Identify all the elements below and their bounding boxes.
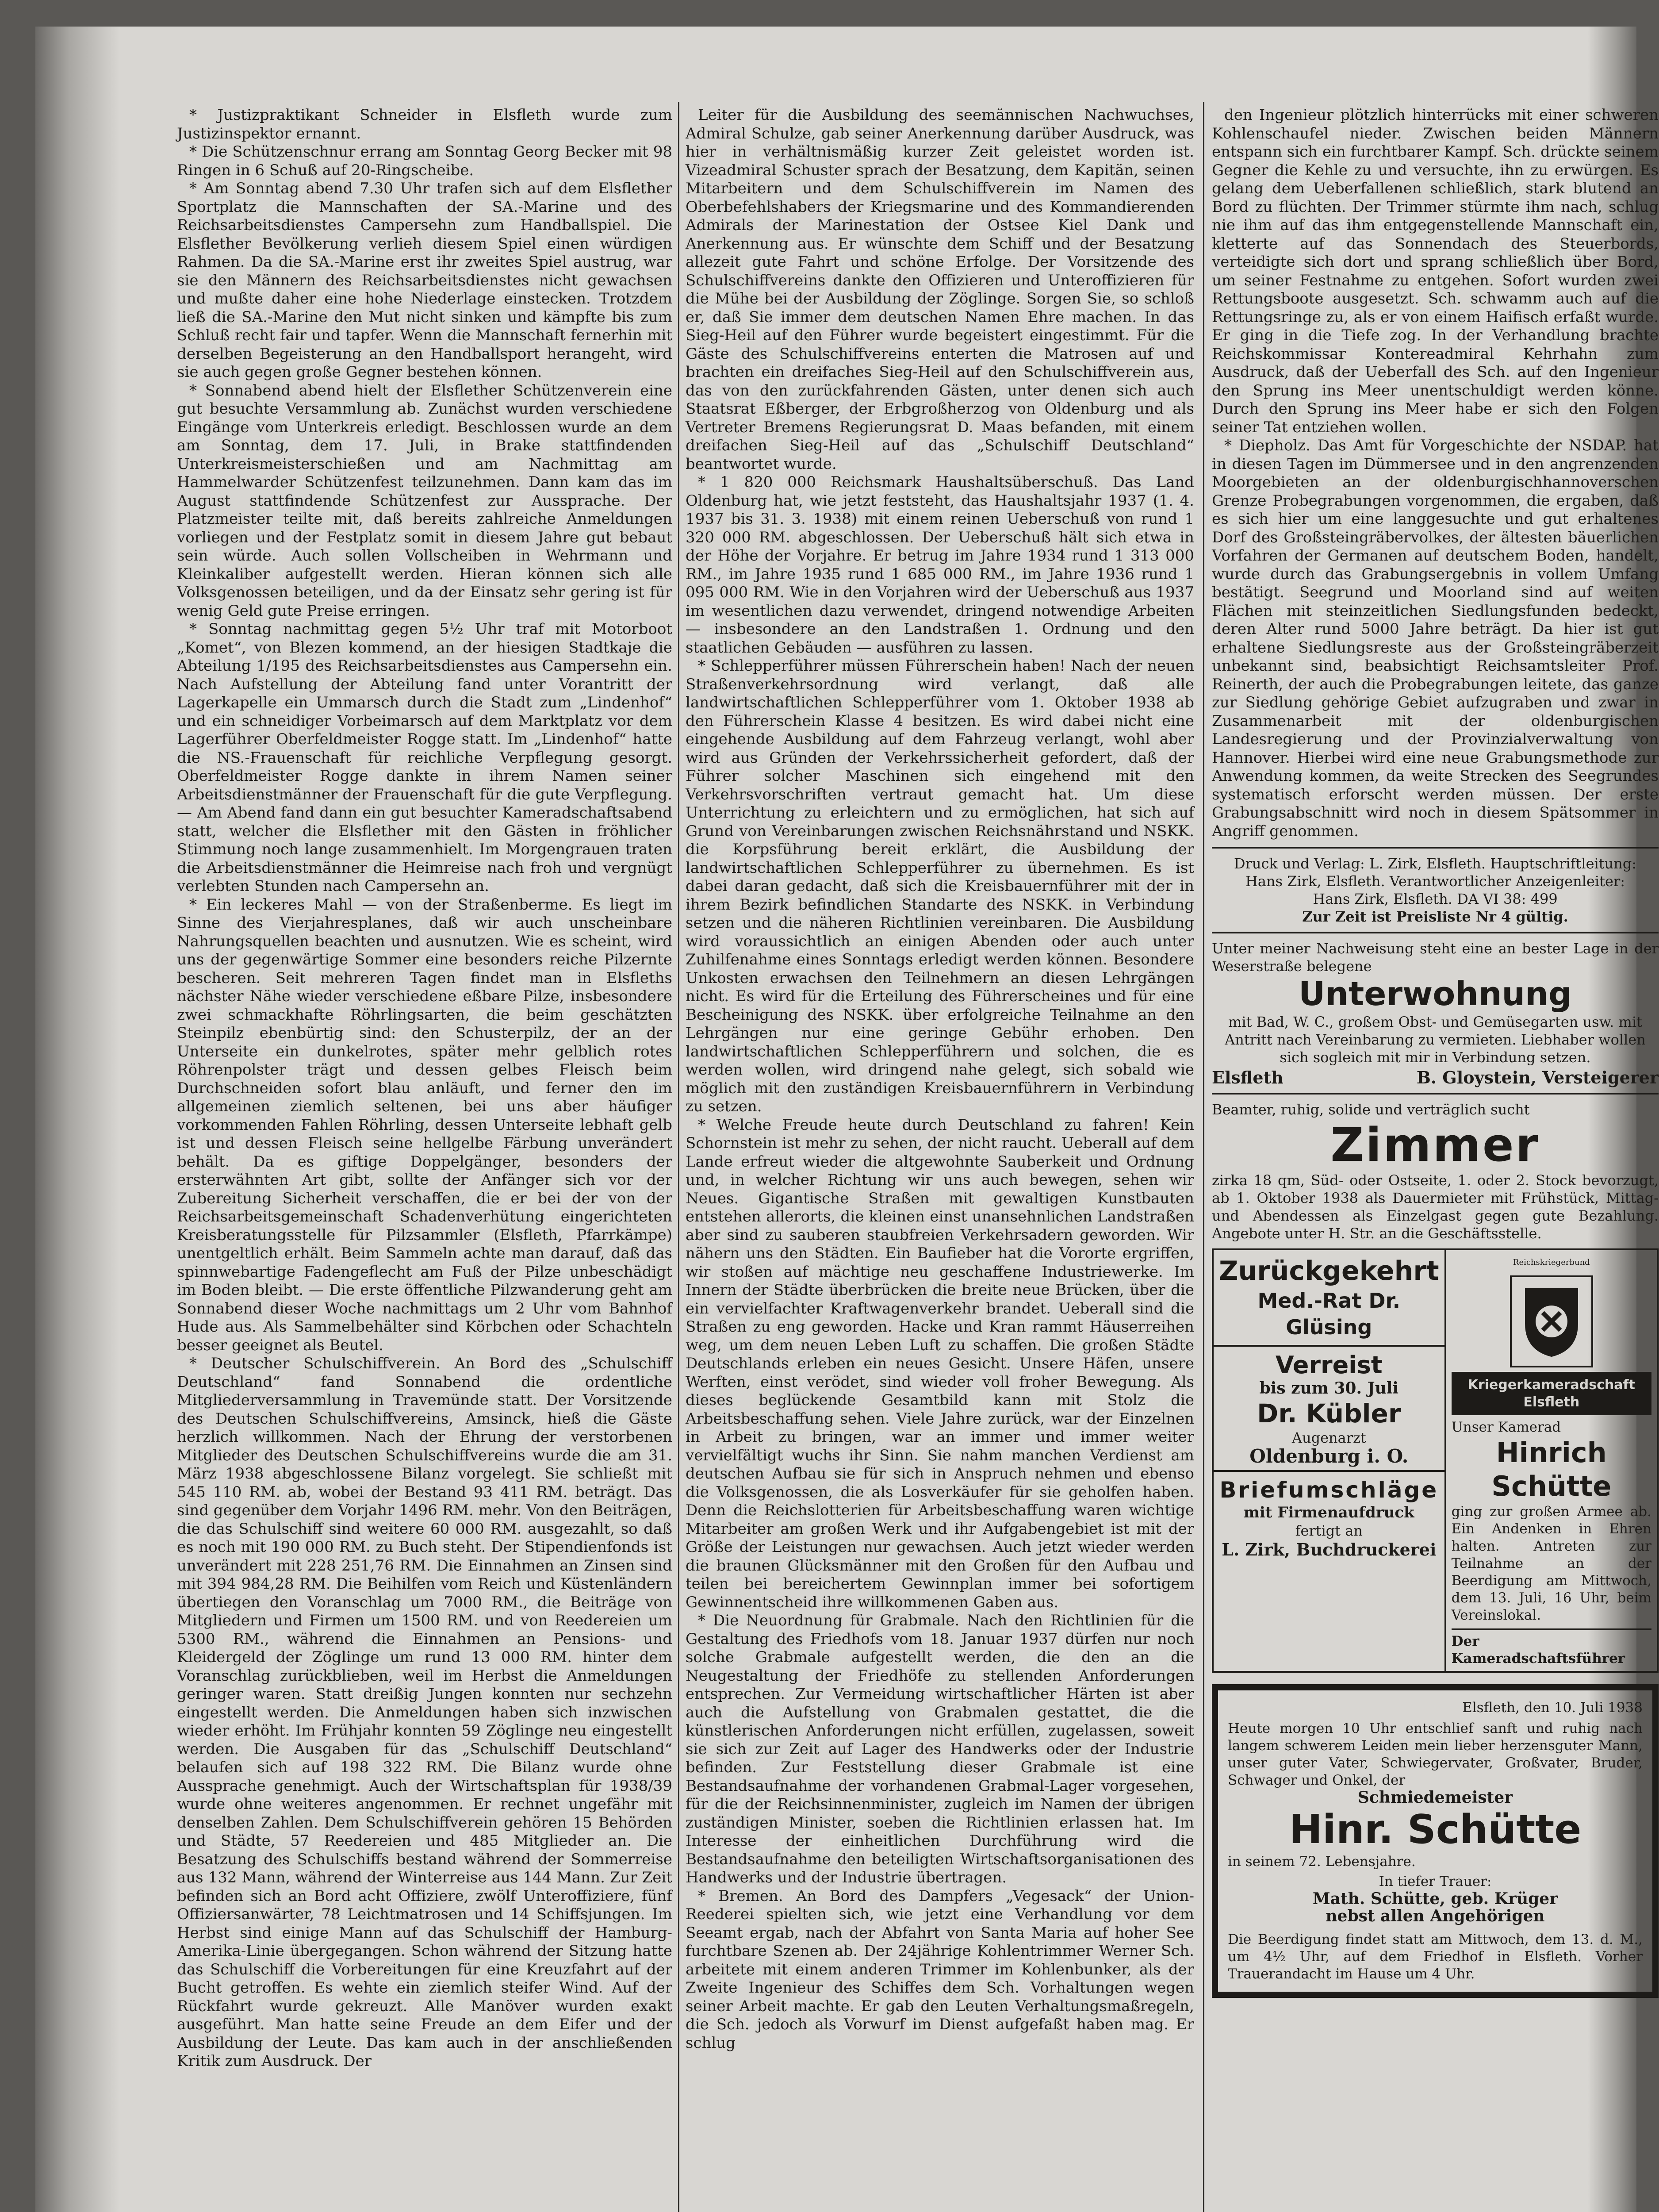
death-family: nebst allen Angehörigen bbox=[1326, 1907, 1545, 1925]
ad-headline: Zimmer bbox=[1330, 1118, 1540, 1172]
ad-headline: Zurückgekehrt bbox=[1219, 1256, 1439, 1286]
ad-name: Med.-Rat Dr. Glüsing bbox=[1257, 1289, 1401, 1339]
ad-until: bis zum 30. Juli bbox=[1259, 1379, 1399, 1398]
imprint-line: Druck und Verlag: L. Zirk, Elsfleth. Hauptschriftleitung: bbox=[1234, 855, 1637, 872]
death-family: Math. Schütte, geb. Krüger bbox=[1312, 1889, 1558, 1908]
newspaper-page bbox=[35, 27, 1659, 2212]
ad-place: Elsfleth bbox=[1212, 1068, 1284, 1087]
article-paragraph: Leiter für die Ausbildung des seemännischen Nachwuchses, Admiral Schulze, gab seiner Anerkennung darüber Ausdruck, was hier in verhältnismäßig kurzer Zeit geleistet worden ist. Vizeadmiral Schuster sprach der Besatzung, dem Kapitän, seinen Mitarbeitern und dem Schulschiffverein im Namen des Oberbefehlshabers der Kriegsmarine und des Kommandierenden Admirals der Marinestation der Ostsee Kiel Dank und Anerkennung aus. Er wünschte dem Schiff und der Besatzung allezeit gute Fahrt und schöne Erfolge. Der Vorsitzende des Schulschiffvereins dankte den Offizieren und Unteroffizieren für die Mühe bei der Ausbildung der Zöglinge. Sorgen Sie, so schloß er, daß Sie immer dem deutschen Namen Ehre machen. In das Sieg-Heil auf den Führer wurde begeistert eingestimmt. Für die Gäste des Schulschiffvereins enterten die Matrosen auf und brachten ein dreifaches Sieg-Heil auf den Schulschiffverein aus, das von den zurückfahrenden Gästen, unter denen sich auch Staatsrat Eßberger, der Erbgroßherzog von Oldenburg und als Vertreter Bremens Regierungsrat D. Maas befanden, mit einem dreifachen Sieg-Heil auf das „Schulschiff Deutschland“ beantwortet wurde. bbox=[686, 106, 1194, 473]
column-1 bbox=[177, 106, 672, 2071]
ad-headline: Briefumschläge bbox=[1219, 1477, 1439, 1503]
death-age: in seinem 72. Lebensjahre. bbox=[1228, 1854, 1416, 1870]
column-3 bbox=[1212, 106, 1659, 1998]
divider bbox=[1212, 1093, 1659, 1094]
ad-details: mit Bad, W. C., großem Obst- und Gemüsegarten usw. mit Antritt nach Vereinbarung zu vermieten. Liebhaber wollen sich sogleich mit mir in Verbindung setzen. bbox=[1225, 1014, 1646, 1066]
ad-unterwohnung bbox=[1212, 940, 1659, 1087]
article-paragraph: * Am Sonntag abend 7.30 Uhr trafen sich auf dem Elsflether Sportplatz die Mannschaften der SA.-Marine und des Reichsarbeitsdienstes Campersehn zum Handballspiel. Die Elsflether Bevölkerung verlieh diesem Spiel einen würdigen Rahmen. Da die SA.-Marine erst ihr zweites Spiel austrug, war sie den Männern des Reichsarbeitsdienstes nicht gewachsen und mußte daher eine hohe Niederlage einstecken. Trotzdem ließ die SA.-Marine den Mut nicht sinken und kämpfte bis zum Schluß recht fair und tapfer. Wenn die Mannschaft fernerhin mit derselben Begeisterung an den Handballsport herangeht, wird sie auch gegen große Gegner bestehen können. bbox=[177, 180, 672, 381]
imprint bbox=[1212, 855, 1659, 926]
article-paragraph: * Die Neuordnung für Grabmale. Nach den Richtlinien für die Gestaltung des Friedhofs vom 18. Januar 1937 dürfen nur noch solche Grabmale aufgestellt werden, die den an die Neugestaltung der Friedhöfe zu stellenden Anforderungen entsprechen. Zur Vermeidung wirtschaftlicher Härten ist aber auch die Aufstellung von Grabmalen gestattet, die die künstlerischen Anforderungen nicht erfüllen, zugelassen, soweit sie sich zur Zeit auf Lager des Handwerks oder der Industrie befinden. Zur Feststellung dieser Grabmale ist eine Bestandsaufnahme der vorhandenen Grabmal-Lager vorgesehen, für die der Reichsinnenminister, zugleich im Namen der übrigen zuständigen Minister, soeben die Richtlinien erlassen hat. Im Interesse der einheitlichen Durchführung wird die Bestandsaufnahme den beteiligten Wirtschaftsorganisationen des Handwerks und der Industrie übertragen. bbox=[686, 1612, 1194, 1886]
ad-agent: B. Gloystein, Versteigerer bbox=[1416, 1068, 1659, 1087]
article-paragraph: * 1 820 000 Reichsmark Haushaltsüberschuß. Das Land Oldenburg hat, wie jetzt feststeht, das Haushaltsjahr 1937 (1. 4. 1937 bis 31. 3. 1938) mit einem reinen Ueberschuß von rund 1 320 000 RM. abgeschlossen. Der Ueberschuß hält sich etwa in der Höhe der Vorjahre. Er betrug im Jahre 1934 rund 1 313 000 RM., im Jahre 1935 rund 1 685 000 RM., im Jahre 1936 rund 1 095 000 RM. Wie in den Vorjahren wird der Ueberschuß aus 1937 im wesentlichen dazu verwendet, dringend notwendige Arbeiten — insbesondere an den Landstraßen 1. Ordnung und den staatlichen Gebäuden — ausführen zu lassen. bbox=[686, 473, 1194, 657]
article-paragraph: * Bremen. An Bord des Dampfers „Vegesack“ der Union-Reederei spielten sich, wie jetzt eine Verhandlung vor dem Seeamt ergab, nach der Abfahrt von Santa Maria auf hoher See furchtbare Szenen ab. Der 24jährige Kohlentrimmer Werner Sch. arbeitete mit einem anderen Trimmer im Kohlenbunker, als der Zweite Ingenieur des Schiffes dem Sch. Vorhaltungen wegen seiner Arbeit machte. Er gab den Leuten Verhaltungsmaßregeln, die Sch. jedoch als Vorwurf im Dienst aufgefaßt haben mag. Er schlug bbox=[686, 1887, 1194, 2052]
death-title: Schmiedemeister bbox=[1357, 1788, 1513, 1807]
ad-headline: Verreist bbox=[1275, 1351, 1383, 1379]
ad-intro: Unter meiner Nachweisung steht eine an bester Lage in der Weserstraße belegene bbox=[1212, 940, 1659, 975]
ad-city: Oldenburg i. O. bbox=[1249, 1445, 1409, 1467]
ad-name: Dr. Kübler bbox=[1257, 1398, 1401, 1429]
article-paragraph: * Sonnabend abend hielt der Elsflether Schützenverein eine gut besuchte Versammlung ab. Zunächst wurden verschiedene Eingänge vom Unterkreis erledigt. Beschlossen wurde an dem am Sonntag, dem 17. Juli, in Brake stattfindenden Unterkreismeisterschießen und am Nachmittag am Hammelwarder Schützenfest teilzunehmen. Dann kam das im August stattfindende Schützenfest zur Aussprache. Der Platzmeister teilte mit, daß bereits zahlreiche Anmeldungen vorliegen und der Festplatz somit in diesem Jahre gut bebaut sein würde. Auch sollen Vollscheiben in Wehrmann und Kleinkaliber aufgestellt werden. Hieran können sich alle Volksgenossen beteiligen, und da der Einsatz sehr gering ist für wenig Geld gute Preise erringen. bbox=[177, 381, 672, 620]
ad-text: ging zur großen Armee ab. Ein Andenken in Ehren halten. Antreten zur Teilnahme an der Beerdigung am Mittwoch, dem 13. Juli, 16 Uhr, beim Vereinslokal. bbox=[1451, 1504, 1651, 1623]
death-mourning: In tiefer Trauer: bbox=[1379, 1874, 1492, 1889]
ad-zimmer bbox=[1212, 1101, 1659, 1242]
ad-bar: Kriegerkameradschaft Elsfleth bbox=[1452, 1372, 1651, 1415]
death-text: Heute morgen 10 Uhr entschlief sanft und ruhig nach langem schwerem Leiden mein lieber herzensguter Mann, unser guter Vater, Schwiegervater, Großvater, Bruder, Schwager und Onkel, der bbox=[1228, 1720, 1643, 1788]
death-name: Hinr. Schütte bbox=[1289, 1806, 1582, 1853]
ad-profession: Augenarzt bbox=[1291, 1429, 1366, 1446]
ad-headline: Unterwohnung bbox=[1299, 975, 1572, 1013]
imprint-line: Zur Zeit ist Preisliste Nr 4 gültig. bbox=[1302, 908, 1568, 925]
death-notice bbox=[1212, 1684, 1659, 1998]
divider bbox=[1212, 847, 1659, 849]
ad-made: fertigt an bbox=[1295, 1522, 1363, 1539]
article-paragraph: den Ingenieur plötzlich hinterrücks mit einer schweren Kohlenschaufel nieder. Zwischen beiden Männern entspann sich ein furchtbarer Kampf. Sch. drückte seinem Gegner die Kehle zu und versuchte, ihn zu erwürgen. Es gelang dem Ueberfallenen schließlich, stark blutend an Bord zu flüchten. Der Trimmer stürmte ihm nach, schlug nie ihm auf das ihm entgegenstellende Mannschaft ein, kletterte auf das Sonnendach des Steuerbords, verteidigte sich dort und sprang schließlich über Bord, um seiner Festnahme zu entgehen. Sofort wurden zwei Rettungsboote ausgesetzt. Sch. schwamm auch auf die Rettungsringe zu, als er von einem Haifisch erfaßt wurde. Er ging in die Tiefe zog. In der Verhandlung brachte Reichskommissar Kontereadmiral Kehrhahn zum Ausdruck, daß der Ueberfall des Sch. auf den Ingenieur den Sprung ins Meer unentschuldigt werden könne. Durch den Sprung ins Meer habe er sich den Folgen seiner Tat entziehen wollen. bbox=[1212, 106, 1659, 436]
article-paragraph: * Deutscher Schulschiffverein. An Bord des „Schulschiff Deutschland“ fand Sonnabend die ordentliche Mitgliederversammlung in Travemünde statt. Der Vorsitzende des Deutschen Schulschiffvereins, Amsinck, hieß die Gäste herzlich willkommen. Nach der Ehrung der verstorbenen Mitglieder des Deutschen Schulschiffvereins wurde die am 31. März 1938 abgeschlossene Bilanz vorgelegt. Sie schließt mit 545 110 RM. ab, wobei der Bestand 93 411 RM. beträgt. Das sind gegenüber dem Vorjahr 1496 RM. mehr. Von den Beiträgen, die das Schulschiff sind weitere 60 000 RM. ausgezahlt, so daß es noch mit 190 000 RM. zu Buch steht. Der Stipendienfonds ist unverändert mit 228 251,76 RM. Die Einnahmen an Zinsen sind mit 394 984,28 RM. Die Beihilfen vom Reich und Küstenländern übertiegen den Voranschlag um 7000 RM., die Beiträge von Mitgliedern und Firmen um 1500 RM. und von Reedereien um 5300 RM., während die Einnahmen an Pensions- und Kleidergeld der Zöglinge um rund 13 000 RM. hinter dem Voranschlag zurückblieben, weil im Herbst die Anmeldungen geringer waren. Statt dreißig Jungen konnten nur sechzehn eingestellt werden. Die Anmeldungen haben sich inzwischen wieder erhöht. Im Frühjahr konnten 59 Zöglinge neu eingestellt werden. Die Ausgaben für das „Schulschiff Deutschland“ belaufen sich auf 198 322 RM. Die Bilanz wurde ohne Aussprache genehmigt. Auch der Wirtschaftsplan für 1938/39 wurde ohne weiteres angenommen. Er rechnet ungefähr mit denselben Zahlen. Dem Schulschiffverein gehören 15 Behörden und Städte, 57 Reedereien und 485 Mitglieder an. Die Besatzung des Schulschiffs bestand während der Sommerreise aus 132 Mann, während der Winterreise aus 144 Mann. Zur Zeit befinden sich an Bord acht Offiziere, zwölf Unteroffiziere, fünf Offiziersanwärter, 78 Leichtmatrosen und 14 Schiffsjungen. Im Herbst sind einige Mann auf das Schulschiff der Hamburg-Amerika-Linie übergegangen. Schon während der Sitzung hatte das Schulschiff die Vorbereitungen für eine Kreuzfahrt auf der Bucht getroffen. Es wehte ein ziemlich steifer Wind. Auf der Rückfahrt wurde gekreuzt. Alle Manöver wurden exakt ausgeführt. Man hatte seine Freude an dem Eifer und der Ausbildung der Leute. Das kam auch in der anschließenden Kritik zum Ausdruck. Der bbox=[177, 1355, 672, 2070]
ad-intro: Unser Kamerad bbox=[1451, 1419, 1561, 1435]
ad-name: Hinrich Schütte bbox=[1491, 1436, 1612, 1502]
column-rule bbox=[1203, 102, 1204, 2212]
imprint-line: Hans Zirk, Elsfleth. DA VI 38: 499 bbox=[1313, 891, 1558, 907]
ad-left-stack bbox=[1214, 1250, 1446, 1671]
death-funeral: Die Beerdigung findet statt am Mittwoch, dem 13. d. M., um 4½ Uhr, auf dem Friedhof in Elsfleth. Vorher Trauerandacht im Hause um 4 Uhr. bbox=[1228, 1932, 1643, 1982]
ad-details: zirka 18 qm, Süd- oder Ostseite, 1. oder 2. Stock bevorzugt, ab 1. Oktober 1938 als Dauermieter mit Frühstück, Mittag- und Abendessen als Einzelgast gegen gute Bezahlung. Angebote unter H. Str. an die Geschäftsstelle. bbox=[1212, 1172, 1659, 1242]
article-paragraph: * Schlepperführer müssen Führerschein haben! Nach der neuen Straßenverkehrsordnung wird verlangt, daß alle landwirtschaftlichen Schlepperführer vom 1. Oktober 1938 ab den Führerschein Klasse 4 besitzen. Es wird dabei nicht eine eingehende Ausbildung auf dem Fahrzeug verlangt, wohl aber wird aus Gründen der Verkehrssicherheit gefordert, daß der Führer solcher Maschinen sich eingehend mit den Verkehrsvorschriften vertraut gemacht hat. Um diese Unterrichtung zu erleichtern und zu ermöglichen, hat sich auf Grund von Vereinbarungen zwischen Reichsnährstand und NSKK. die Korpsführung bereit erklärt, die Ausbildung der landwirtschaftlichen Schlepperführer zu übernehmen. Es ist dabei daran gedacht, daß sich die Kreisbauernführer mit der in ihrem Bezirk befindlichen Standarte des NSKK. in Verbindung setzen und die näheren Richtlinien vereinbaren. Die Ausbildung wird voraussichtlich an einigen Abenden oder auch unter Zuhilfenahme eines Sonntags erledigt werden können. Besondere Unkosten erwachsen den Teilnehmern an diesen Lehrgängen nicht. Es wird für die Erteilung des Führerscheines und für eine Bescheinigung des NSKK. über erfolgreiche Teilnahme an den Lehrgängen nur eine geringe Gebühr erhoben. Den landwirtschaftlichen Schlepperführern und solchen, die es werden wollen, wird dringend nahe gelegt, sich sobald wie möglich mit den zuständigen Kreisbauernführern in Verbindung zu setzen. bbox=[686, 657, 1194, 1115]
kriegerbund-emblem-icon bbox=[1510, 1275, 1593, 1367]
article-paragraph: * Diepholz. Das Amt für Vorgeschichte der NSDAP. hat in diesen Tagen im Dümmersee und in den angrenzenden Moorgebieten an der oldenburgischhannoverschen Grenze Probegrabungen vorgenommen, die ergaben, daß es sich hier um eine langgesuchte und gut erhaltenes Dorf des Großsteingräbervolkes, der ältesten bäuerlichen Vorfahren der Germanen auf deutschem Boden, handelt, wurde durch das Grabungsergebnis in vollem Umfang bestätigt. Seegrund und Moorland sind auf weiten Flächen mit steinzeitlichen Siedlungsfunden bedeckt, deren Alter rund 5000 Jahre beträgt. Da hier ist gut erhaltene Siedlungsreste aus der Großsteingräberzeit unbekannt sind, beabsichtigt Reichsamtsleiter Prof. Reinerth, der auch die Probegrabungen leitete, das ganze zur Siedlung gehörige Gebiet aufzugraben und zwar in Zusammenarbeit mit der oldenburgischen Landesregierung und der Provinzialverwaltung von Hannover. Hierbei wird eine neue Grabungsmethode zur Anwendung kommen, da weite Strecken des Seegrundes systematisch erforscht werden müssen. Der erste Grabungsabschnitt wird noch in diesem Spätsommer in Angriff genommen. bbox=[1212, 437, 1659, 840]
article-paragraph: * Ein leckeres Mahl — von der Straßenberme. Es liegt im Sinne des Vierjahresplanes, daß wir auch unscheinbare Nahrungsquellen beachten und ausnutzen. Wie es scheint, wird uns der gegenwärtige Sommer eine besonders reiche Pilzernte bescheren. Seit mehreren Tagen findet man in Elsfleths nächster Nähe wieder verschiedene eßbare Pilze, insbesondere zwei schmackhafte Röhrlingsarten, die beim geschätzten Steinpilz ebenbürtig sind: den Schusterpilz, der an der Unterseite ein dunkelrotes, später mehr gelblich rotes Röhrenpolster trägt und dessen gelbes Fleisch beim Durchschneiden sofort blau anläuft, und ferner den im allgemeinen ziemlich seltenen, bei uns aber häufiger vorkommenden Fahlen Röhrling, dessen Unterseite lebhaft gelb ist und dessen Fleisch seine hellgelbe Färbung unverändert behält. Da es giftige Doppelgänger, besonders der ersterwähnten Art gibt, sollte der Anfänger sich vor der Zubereitung Sicherheit verschaffen, die er bei der von der Reichsarbeitsgemeinschaft Schadenverhütung eingerichteten Kreisberatungsstelle für Pilzsammler (Elsfleth, Pfarrkämpe) unentgeltlich erhält. Beim Sammeln achte man darauf, daß das spinnwebartige Fadengeflecht am Fuß der Pilze unbeschädigt im Boden bleibt. — Die erste öffentliche Pilzwanderung geht am Sonnabend dieser Woche nachmittags um 2 Uhr vom Bahnhof Hude aus. Als Sammelbehälter sind Körbchen oder Schachteln besser geeignet als Beutel. bbox=[177, 895, 672, 1354]
imprint-line: Hans Zirk, Elsfleth. Verantwortlicher Anzeigenleiter: bbox=[1245, 873, 1625, 890]
article-paragraph: * Welche Freude heute durch Deutschland zu fahren! Kein Schornstein ist mehr zu sehen, der nicht raucht. Ueberall auf dem Lande erfreut wieder die altgewohnte Sauberkeit und Ordnung und, in welcher Richtung wir uns auch bewegen, sehen wir Neues. Gigantische Straßen mit gewaltigen Kunstbauten entstehen allerorts, die kleinen einst unansehnlichen Landstraßen aber sind zu sauberen staubfreien Verkehrsadern geworden. Wir nähern uns den Städten. Ein Baufieber hat die Vororte ergriffen, wir stoßen auf mächtige neu geschaffene Industriewerke. Im Innern der Städte überbrücken die breite neue Brücken, über die ein vervielfachter Kraftwagenverkehr brandet. Ueberall sind die Straßen zu eng geworden. Hacke und Kran rammt Häuserreihen weg, um dem neuen Leben Luft zu schaffen. Die großen Städte Deutschlands erleben ein neues Gesicht. Unsere Häfen, unsere Werften, einst verödet, sind wieder voll froher Bewegung. Als dieses beglückende Gesamtbild kann mit Stolz die Arbeitsbeschaffung sehen. Viele Jahre zurück, war der Einzelnen in Arbeit zu bringen, war an immer und immer weiter vervielfältigt wuchs ihr Sinn. Sie nahm manchen Verdienst am deutschen Aufbau sie für sich in Anspruch nehmen und ebenso die Volksgenossen, die als Losverkäufer für sie geholfen haben. Denn die Reichslotterien für Arbeitsbeschaffung waren wichtige Mitarbeiter am großen Werk und ihr Aufgabengebiet ist mit der Größe der Leistungen nur gewachsen. Auch jetzt wieder werden die braunen Glücksmänner mit den Großen für den Aufbau und teilen bei bereichertem Gewinnplan immer bei sofortigem Gewinnentscheid ihre willkommenen Gaben aus. bbox=[686, 1116, 1194, 1611]
ad-intro: Beamter, ruhig, solide und verträglich sucht bbox=[1212, 1101, 1530, 1118]
death-date: Elsfleth, den 10. Juli 1938 bbox=[1462, 1700, 1643, 1716]
ad-printer: L. Zirk, Buchdruckerei bbox=[1222, 1539, 1437, 1559]
ad-sub: mit Firmenaufdruck bbox=[1243, 1503, 1414, 1521]
article-paragraph: * Die Schützenschnur errang am Sonntag Georg Becker mit 98 Ringen in 6 Schuß auf 20-Ringscheibe. bbox=[177, 143, 672, 179]
column-2 bbox=[686, 106, 1194, 2052]
ad-grid bbox=[1212, 1248, 1659, 1673]
divider bbox=[1212, 932, 1659, 933]
emblem-caption: Reichskriegerbund bbox=[1513, 1258, 1590, 1267]
book-gutter bbox=[35, 27, 119, 2212]
column-rule bbox=[678, 102, 679, 2212]
ad-krieger bbox=[1446, 1250, 1657, 1671]
ad-signature: Der Kameradschaftsführer bbox=[1452, 1628, 1651, 1667]
article-paragraph: * Justizpraktikant Schneider in Elsfleth wurde zum Justizinspektor ernannt. bbox=[177, 106, 672, 142]
article-paragraph: * Sonntag nachmittag gegen 5½ Uhr traf mit Motorboot „Komet“, von Blezen kommend, an der hiesigen Stadtkaje die Abteilung 1/195 des Reichsarbeitsdienstes aus Campersehn ein. Nach Aufstellung der Abteilung fand unter Vorantritt der Lagerkapelle ein Ummarsch durch die Stadt zum „Lindenhof“ und ein schneidiger Vorbeimarsch auf dem Marktplatz vor dem Lagerführer Oberfeldmeister Rogge statt. Im „Lindenhof“ hatte die NS.-Frauenschaft für reichliche Verpflegung gesorgt. Oberfeldmeister Rogge dankte in ihrem Namen seiner Arbeitsdienstmänner der Frauenschaft für die gute Verpflegung. — Am Abend fand dann ein gut besuchter Kameradschaftsabend statt, welcher die Elsflether mit den Gästen in fröhlicher Stimmung noch lange zusammenhielt. Im Morgengrauen traten die Arbeitsdienstmänner die Heimreise nach froh und vergnügt verlebten Stunden nach Campersehn an. bbox=[177, 620, 672, 895]
